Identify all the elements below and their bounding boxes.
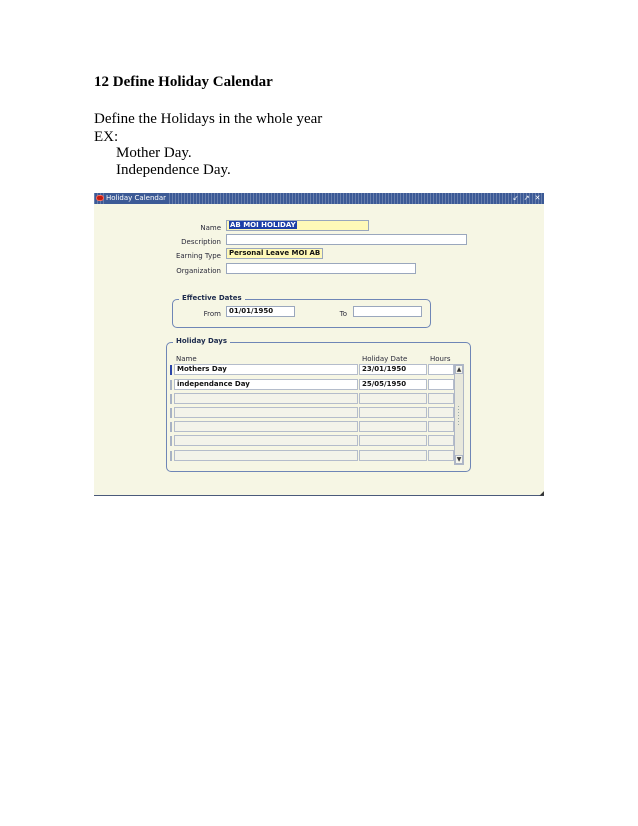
hours-cell[interactable] — [428, 407, 454, 418]
document-text-line: EX: — [94, 129, 119, 145]
hours-cell[interactable] — [428, 450, 454, 461]
window-title: Holiday Calendar — [106, 193, 169, 204]
name-field[interactable] — [226, 220, 369, 231]
oracle-app-icon — [96, 195, 104, 201]
column-header-holiday-date: Holiday Date — [362, 355, 408, 363]
name-value: AB MOI HOLIDAY — [230, 221, 296, 229]
column-header-hours: Hours — [430, 355, 451, 363]
holiday-name-cell[interactable]: independance Day — [174, 379, 358, 390]
record-indicator — [170, 451, 172, 461]
holiday-name-cell[interactable] — [174, 450, 358, 461]
to-date-field[interactable] — [353, 306, 422, 317]
current-record-indicator — [170, 365, 172, 375]
name-label: Name — [200, 224, 221, 232]
hours-cell[interactable] — [428, 421, 454, 432]
holiday-days-title: Holiday Days — [173, 337, 230, 345]
window-controls — [512, 193, 541, 204]
holiday-date-cell[interactable] — [359, 393, 427, 404]
hours-cell[interactable] — [428, 393, 454, 404]
holiday-name-cell[interactable] — [174, 407, 358, 418]
holiday-date-cell[interactable] — [359, 421, 427, 432]
holiday-name-cell[interactable] — [174, 393, 358, 404]
hours-cell[interactable] — [428, 364, 454, 375]
maximize-icon[interactable]: ↗ — [523, 194, 530, 202]
effective-dates-title: Effective Dates — [179, 294, 245, 302]
description-field[interactable] — [226, 234, 467, 245]
holiday-calendar-window — [94, 193, 544, 496]
holiday-date-cell[interactable]: 25/05/1950 — [359, 379, 427, 390]
hours-cell[interactable] — [428, 435, 454, 446]
record-indicator — [170, 380, 172, 390]
holiday-name-cell[interactable] — [174, 421, 358, 432]
scroll-thumb[interactable] — [457, 405, 461, 425]
resize-grip-icon[interactable]: ◢ — [539, 490, 544, 497]
minimize-icon[interactable]: ↙ — [512, 194, 519, 202]
record-indicator — [170, 394, 172, 404]
holiday-days-scrollbar[interactable] — [454, 364, 464, 465]
earning-type-label: Earning Type — [175, 252, 221, 260]
column-header-name: Name — [176, 355, 197, 363]
from-date-field[interactable]: 01/01/1950 — [226, 306, 295, 317]
organization-label: Organization — [176, 267, 221, 275]
example-item: Mother Day. — [116, 145, 192, 161]
holiday-name-cell[interactable] — [174, 435, 358, 446]
scroll-down-icon[interactable]: ▼ — [456, 456, 462, 463]
example-item: Independence Day. — [116, 162, 231, 178]
record-indicator — [170, 436, 172, 446]
document-text-line: Define the Holidays in the whole year — [94, 111, 323, 127]
record-indicator — [170, 408, 172, 418]
to-label: To — [339, 310, 347, 318]
from-label: From — [203, 310, 221, 318]
holiday-date-cell[interactable] — [359, 450, 427, 461]
holiday-date-cell[interactable] — [359, 435, 427, 446]
holiday-date-cell[interactable] — [359, 407, 427, 418]
holiday-date-cell[interactable]: 23/01/1950 — [359, 364, 427, 375]
description-label: Description — [181, 238, 221, 246]
holiday-name-cell[interactable]: Mothers Day — [174, 364, 358, 375]
document-heading: 12 Define Holiday Calendar — [94, 74, 273, 90]
window-titlebar[interactable] — [94, 193, 544, 204]
hours-cell[interactable] — [428, 379, 454, 390]
earning-type-field[interactable]: Personal Leave MOI AB — [226, 248, 323, 259]
close-icon[interactable]: ✕ — [534, 194, 541, 202]
scroll-up-icon[interactable]: ▲ — [456, 366, 462, 373]
organization-field[interactable] — [226, 263, 416, 274]
record-indicator — [170, 422, 172, 432]
